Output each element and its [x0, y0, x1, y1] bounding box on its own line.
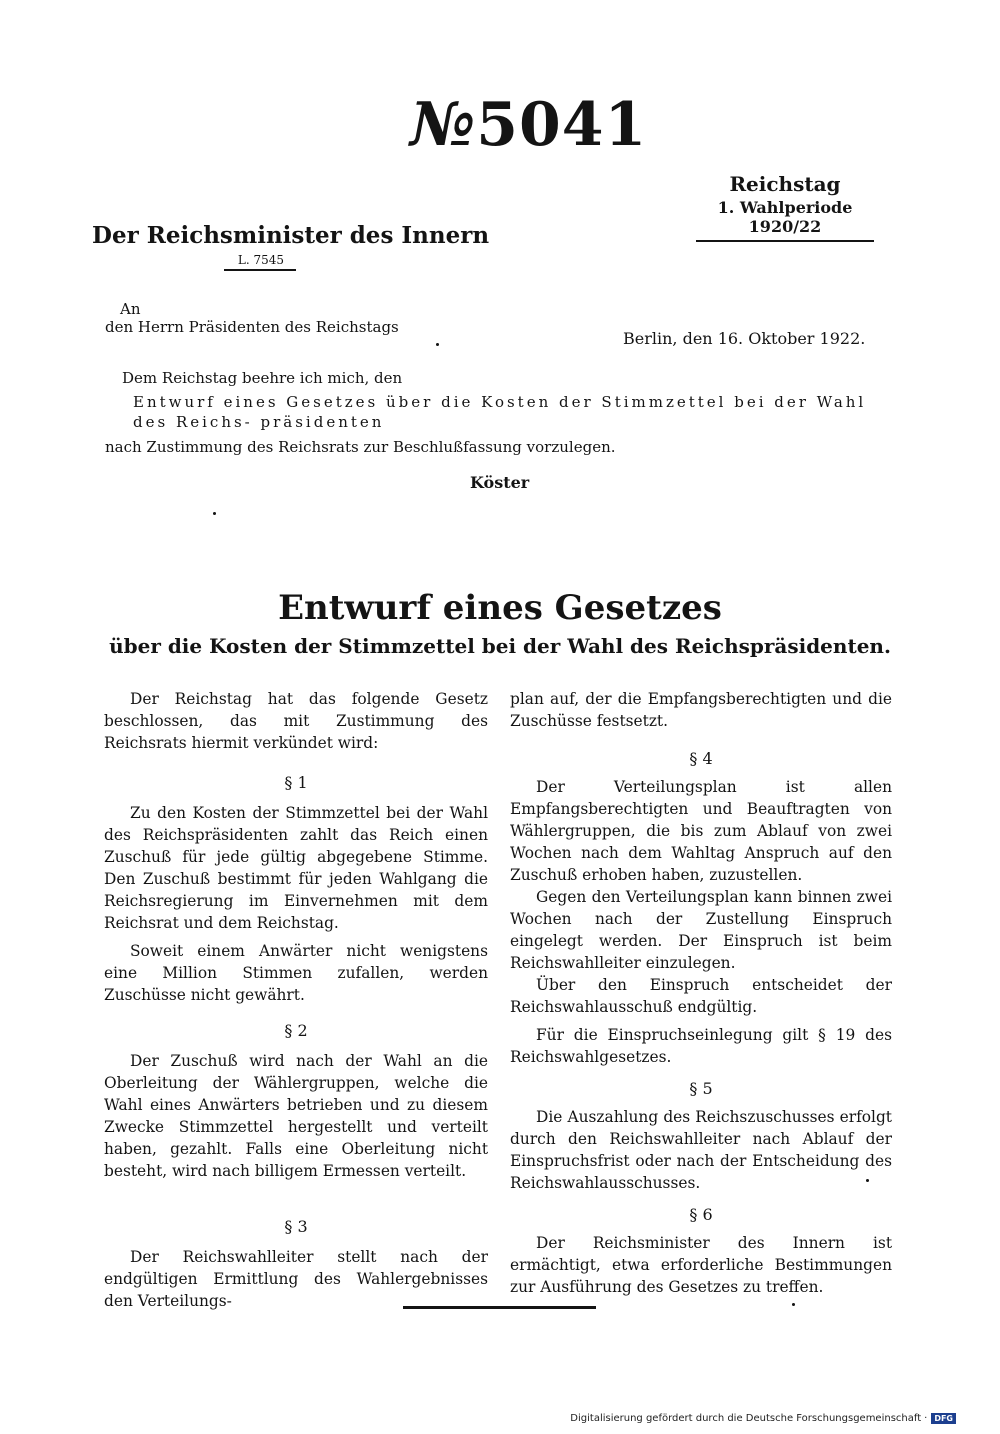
letter-proposal: nach Zustimmung des Reichsrats zur Beschlußfassung vorzulegen.	[105, 438, 616, 456]
wahlperiode-label: 1. Wahlperiode 1920/22	[717, 198, 853, 236]
section-4-heading: § 4	[689, 749, 713, 768]
place-date: Berlin, den 16. Oktober 1922.	[623, 329, 866, 348]
speck	[213, 512, 216, 515]
section-4-paragraph-3: Über den Einspruch entscheidet der Reichswahlausschuß endgültig.	[510, 976, 892, 1016]
left-column	[104, 688, 488, 1312]
bill-title-reference: Entwurf eines Gesetzes über die Kosten der Stimmzettel bei der Wahl des Reichs- präsidenten	[133, 393, 867, 431]
dfg-logo: DFG	[931, 1413, 956, 1424]
reference-number: L. 7545	[237, 253, 285, 267]
section-4-paragraph-1: Der Verteilungsplan ist allen Empfangsberechtigten und Beauftragten von Wählergruppen, die bis zum Ablauf von zwei Wochen nach dem Wahltag Anspruch auf den Zuschuß erhoben haben, zuzustellen.	[510, 778, 892, 884]
section-1-paragraph-2: Soweit einem Anwärter nicht wenigstens eine Million Stimmen zufallen, werden Zuschüsse nicht gewährt.	[104, 942, 488, 1004]
section-6-heading: § 6	[689, 1205, 713, 1224]
letter-intro: Dem Reichstag beehre ich mich, den	[122, 369, 403, 387]
section-3-continuation: plan auf, der die Empfangsberechtigten und die Zuschüsse festsetzt.	[510, 690, 892, 730]
closing-rule	[403, 1306, 596, 1309]
reference-underline	[224, 269, 296, 271]
reichstag-block	[690, 172, 880, 242]
section-5-heading: § 5	[689, 1079, 713, 1098]
section-6-paragraph-1: Der Reichsminister des Innern ist ermächtigt, etwa erforderliche Bestimmungen zur Ausführung des Gesetzes zu treffen.	[510, 1234, 892, 1296]
section-5-paragraph-1: Die Auszahlung des Reichszuschusses erfolgt durch den Reichswahlleiter nach Ablauf der Einspruchsfrist oder nach der Entscheidung des Reichswahlausschusses.	[510, 1108, 892, 1192]
number-value: 5041	[476, 90, 648, 160]
section-1-paragraph-1: Zu den Kosten der Stimmzettel bei der Wahl des Reichspräsidenten zahlt das Reich einen Zuschuß für jede gültig abgegebene Stimme. Den Zuschuß bestimmt für jeden Wahlgang die Reichsregierung im Einvernehmen mit dem Reichsrat und dem Reichstag.	[104, 804, 488, 932]
section-1-heading: § 1	[284, 773, 308, 792]
section-2-heading: § 2	[284, 1021, 308, 1040]
section-2-paragraph-1: Der Zuschuß wird nach der Wahl an die Oberleitung der Wählergruppen, welche die Wahl eines Anwärters betrieben und zu diesem Zwecke Stimmzettel hergestellt und verteilt haben, gezahlt. Falls eine Oberleitung nicht besteht, wird nach billigem Ermessen verteilt.	[104, 1052, 488, 1180]
law-subtitle: über die Kosten der Stimmzettel bei der Wahl des Reichspräsidenten.	[109, 634, 891, 658]
number-symbol: №	[410, 90, 477, 160]
speck	[436, 343, 439, 346]
section-3-paragraph-1: Der Reichswahlleiter stellt nach der endgültigen Ermittlung des Wahlergebnisses den Verteilungs-	[104, 1248, 488, 1310]
speck	[792, 1303, 795, 1306]
right-column	[510, 688, 892, 1298]
minister-heading: Der Reichsminister des Innern	[92, 222, 490, 249]
address-an: An	[120, 300, 141, 318]
reichstag-label: Reichstag	[729, 172, 841, 196]
law-title: Entwurf eines Gesetzes	[278, 588, 722, 628]
footer-text: Digitalisierung gefördert durch die Deutsche Forschungsgemeinschaft	[570, 1413, 922, 1424]
digitization-footer	[570, 1413, 956, 1424]
law-preamble: Der Reichstag hat das folgende Gesetz beschlossen, das mit Zustimmung des Reichsrats hiermit verkündet wird:	[104, 690, 488, 752]
section-3-heading: § 3	[284, 1217, 308, 1236]
document-number	[410, 90, 647, 160]
signature-name: Köster	[470, 473, 530, 492]
section-4-paragraph-4: Für die Einspruchseinlegung gilt § 19 des Reichswahlgesetzes.	[510, 1026, 892, 1066]
wahlperiode-underline	[696, 240, 874, 242]
section-4-paragraph-2: Gegen den Verteilungsplan kann binnen zwei Wochen nach der Zustellung Einspruch eingelegt werden. Der Einspruch ist beim Reichswahlleiter einzulegen.	[510, 888, 892, 972]
address-recipient: den Herrn Präsidenten des Reichstags	[105, 318, 399, 336]
footer-separator: ·	[924, 1413, 928, 1424]
